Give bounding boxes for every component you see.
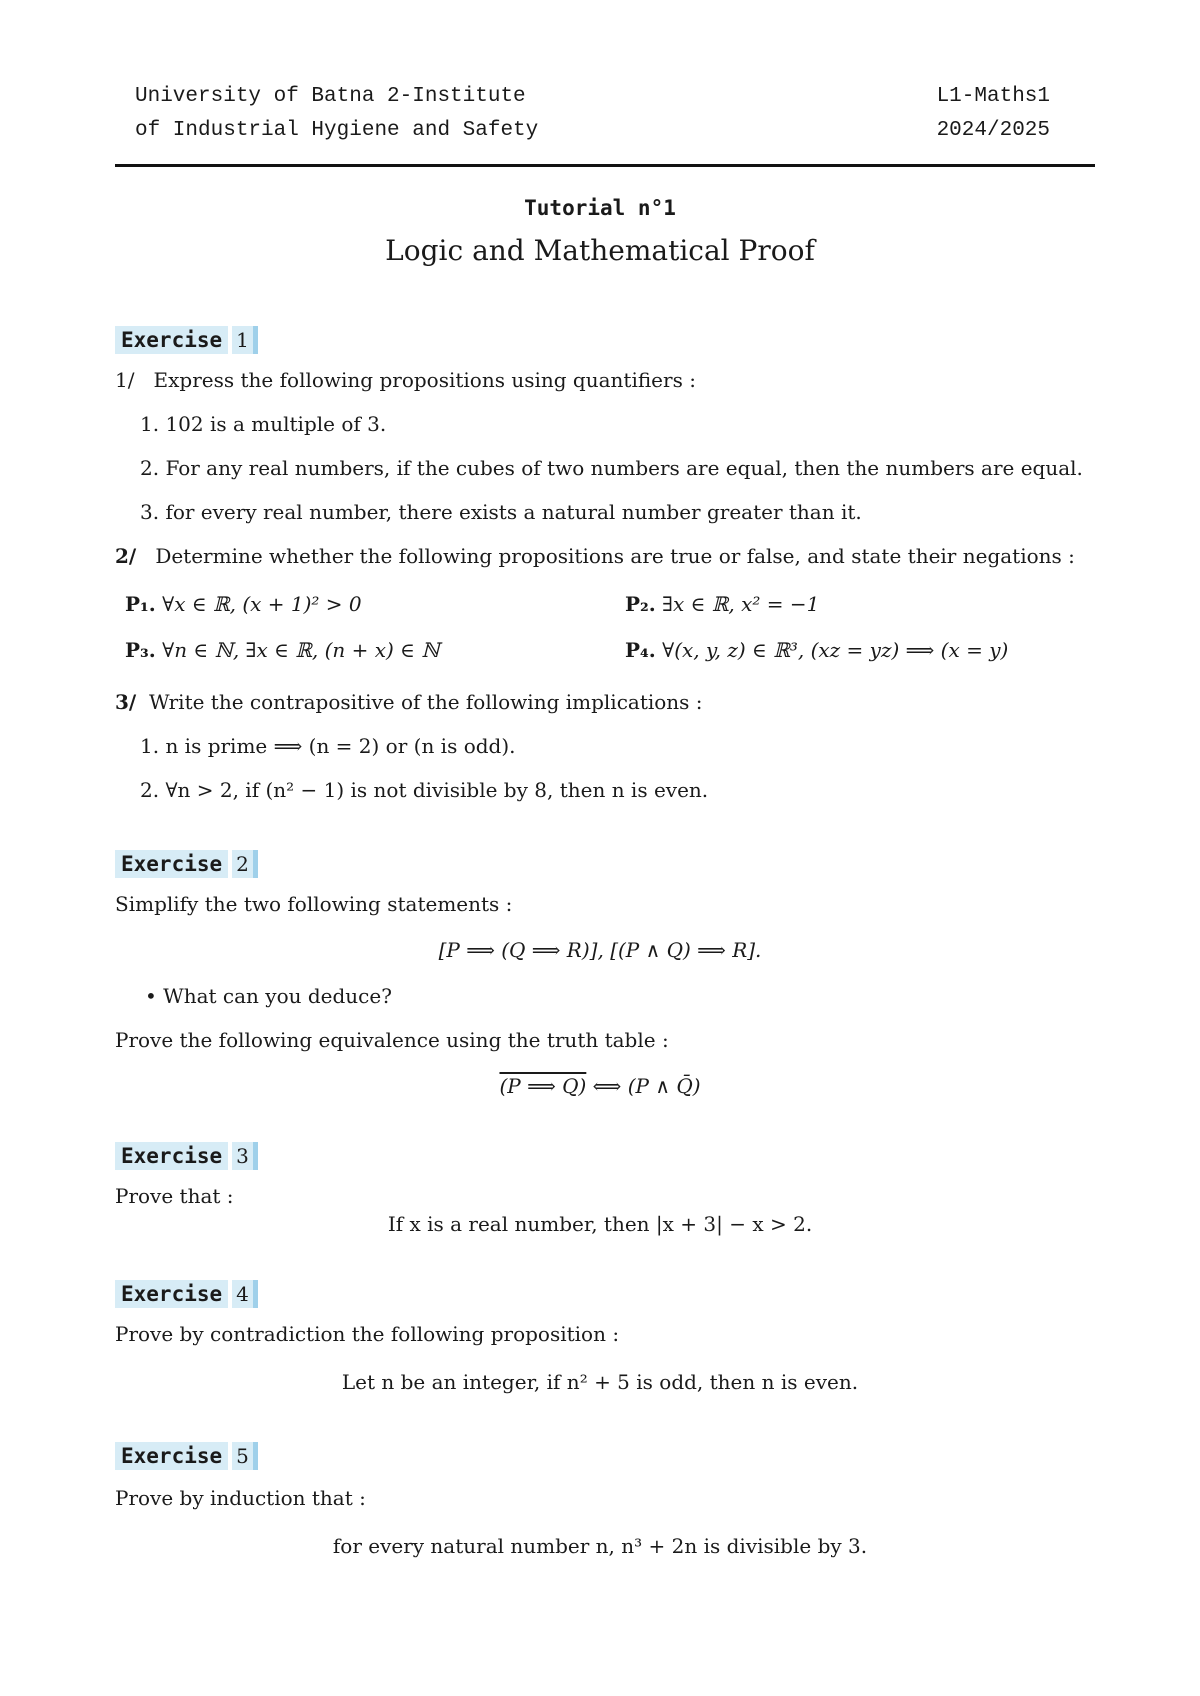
- list-item: 1. n is prime ⟹ (n = 2) or (n is odd).: [140, 734, 516, 758]
- exercise-label: Exercise: [115, 1280, 228, 1308]
- academic-year: 2024/2025: [936, 119, 1050, 142]
- ex2-equivalence: [0, 1074, 1200, 1098]
- page-title: Logic and Mathematical Proof: [385, 234, 815, 267]
- ex5-statement: for every natural number n, n³ + 2n is divisible by 3.: [332, 1534, 868, 1558]
- exercise-label: Exercise: [115, 1442, 228, 1470]
- exercise-label: Exercise: [115, 326, 228, 354]
- question-text: Write the contrapositive of the following implications :: [148, 690, 703, 714]
- exercise-number: 1: [232, 326, 258, 354]
- exercise-5-heading: [115, 1442, 258, 1470]
- question-marker: 2/: [115, 544, 137, 568]
- proposition-formula: ∀n ∈ ℕ, ∃x ∈ ℝ, (n + x) ∈ ℕ: [162, 638, 440, 662]
- ex3-statement: If x is a real number, then |x + 3| − x > 2.: [387, 1212, 813, 1236]
- list-item: 3. for every real number, there exists a natural number greater than it.: [140, 500, 862, 524]
- ex2-prove: Prove the following equivalence using the truth table :: [115, 1028, 669, 1052]
- ex2-bullet: • What can you deduce?: [145, 984, 392, 1008]
- proposition-p2: [625, 592, 819, 616]
- question-marker: 1/: [115, 368, 135, 392]
- list-item: 2. ∀n > 2, if (n² − 1) is not divisible by 8, then n is even.: [140, 778, 709, 802]
- exercise-label: Exercise: [115, 1142, 228, 1170]
- proposition-formula: ∃x ∈ ℝ, x² = −1: [662, 592, 820, 616]
- ex2-intro: Simplify the two following statements :: [115, 892, 513, 916]
- exercise-4-heading: [115, 1280, 258, 1308]
- list-item: 2. For any real numbers, if the cubes of two numbers are equal, then the numbers are equal.: [140, 456, 1083, 480]
- header-divider: [115, 164, 1095, 167]
- proposition-label: P₁.: [125, 592, 156, 616]
- ex1-question-2: [115, 544, 1075, 568]
- course-code: L1-Maths1: [936, 85, 1050, 108]
- question-text: Determine whether the following propositions are true or false, and state their negations :: [155, 544, 1075, 568]
- exercise-1-heading: [115, 326, 258, 354]
- ex4-intro: Prove by contradiction the following proposition :: [115, 1322, 620, 1346]
- institution-line-2: of Industrial Hygiene and Safety: [135, 119, 539, 142]
- proposition-formula: ∀x ∈ ℝ, (x + 1)² > 0: [162, 592, 362, 616]
- exercise-3-heading: [115, 1142, 258, 1170]
- exercise-label: Exercise: [115, 850, 228, 878]
- exercise-number: 4: [232, 1280, 258, 1308]
- ex5-intro: Prove by induction that :: [115, 1486, 366, 1510]
- exercise-number: 5: [232, 1442, 258, 1470]
- exercise-2-heading: [115, 850, 258, 878]
- exercise-number: 3: [232, 1142, 258, 1170]
- ex4-statement: Let n be an integer, if n² + 5 is odd, then n is even.: [341, 1370, 859, 1394]
- ex2-statements: [P ⟹ (Q ⟹ R)], [(P ∧ Q) ⟹ R].: [438, 938, 762, 962]
- list-item: 1. 102 is a multiple of 3.: [140, 412, 387, 436]
- ex1-question-3: [115, 690, 703, 714]
- proposition-p3: [125, 638, 440, 662]
- equivalence-lhs: (P ⟹ Q): [499, 1074, 587, 1098]
- institution-line-1: University of Batna 2-Institute: [135, 85, 526, 108]
- tutorial-number: Tutorial n°1: [524, 196, 676, 220]
- proposition-label: P₃.: [125, 638, 156, 662]
- proposition-formula: ∀(x, y, z) ∈ ℝ³, (xz = yz) ⟹ (x = y): [662, 638, 1009, 662]
- question-text: Express the following propositions using quantifiers :: [153, 368, 696, 392]
- proposition-label: P₄.: [625, 638, 656, 662]
- exercise-number: 2: [232, 850, 258, 878]
- question-marker: 3/: [115, 690, 137, 714]
- ex3-intro: Prove that :: [115, 1184, 234, 1208]
- proposition-label: P₂.: [625, 592, 656, 616]
- proposition-p1: [125, 592, 362, 616]
- equivalence-rhs: ⟺ (P ∧ Q̄): [586, 1074, 701, 1098]
- proposition-p4: [625, 638, 1008, 662]
- ex1-question-1: [115, 368, 696, 392]
